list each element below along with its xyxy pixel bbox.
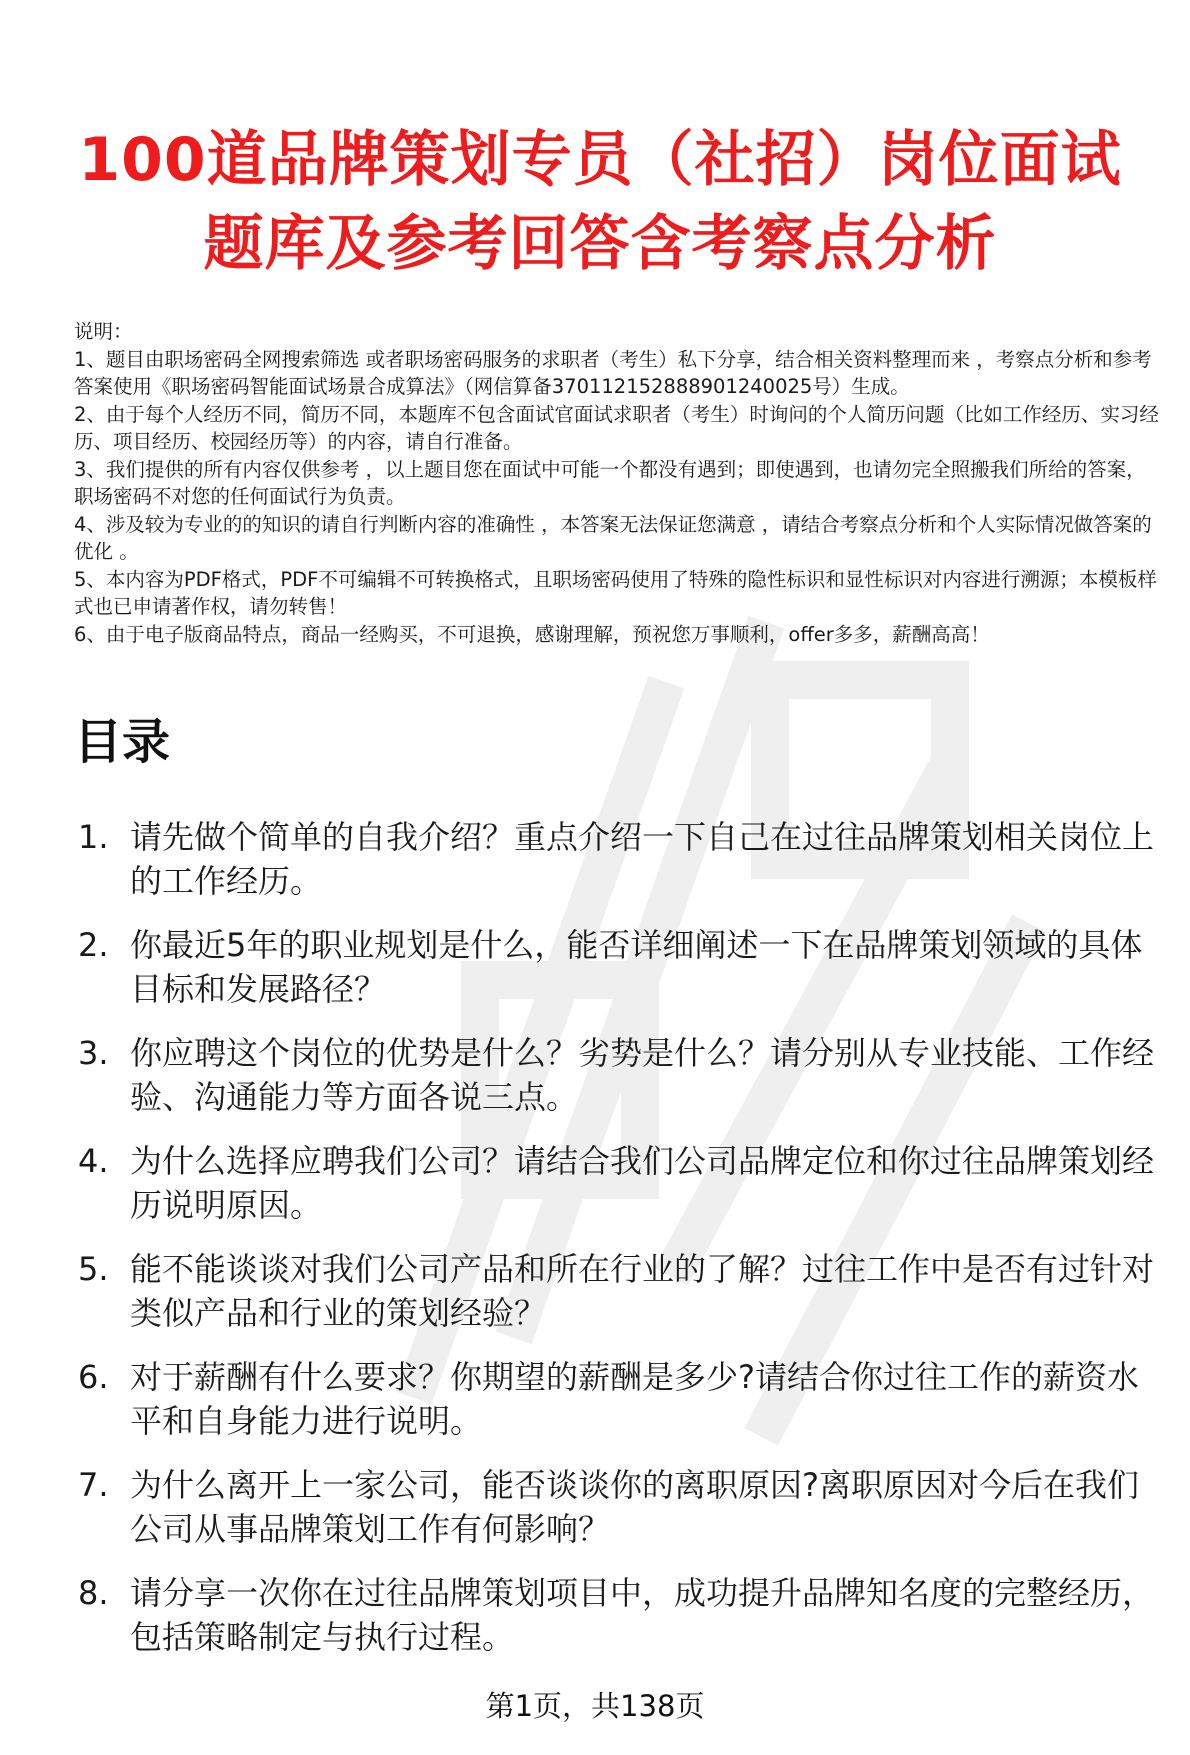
toc-item[interactable] [78, 815, 1168, 903]
toc-item-number: 2. [78, 926, 109, 964]
toc-item-text: 请先做个简单的自我介绍？重点介绍一下自己在过往品牌策划相关岗位上的工作经历。 [130, 818, 1155, 900]
notes-heading: 说明： [74, 320, 133, 343]
toc-item-number: 1. [78, 818, 109, 856]
document-title: 100道品牌策划专员（社招）岗位面试题库及参考回答含考察点分析 [78, 125, 1122, 279]
note-item: 6、由于电子版商品特点，商品一经购买，不可退换，感谢理解，预祝您万事顺利，offer多多，薪酬高高！ [74, 622, 990, 646]
toc-item-number: 6. [78, 1358, 109, 1396]
toc-item-text: 为什么离开上一家公司，能否谈谈你的离职原因?离职原因对今后在我们公司从事品牌策划工作有何影响？ [130, 1466, 1139, 1548]
toc-item[interactable] [78, 1031, 1168, 1119]
note-item: 2、由于每个人经历不同，简历不同，本题库不包含面试官面试求职者（考生）时询问的个人简历问题（比如工作经历、实习经历、项目经历、校园经历等）的内容，请自行准备。 [74, 402, 1159, 453]
toc-item-number: 5. [78, 1250, 109, 1288]
toc-item-text: 请分享一次你在过往品牌策划项目中，成功提升品牌知名度的完整经历，包括策略制定与执行过程。 [130, 1574, 1155, 1656]
note-item: 1、题目由职场密码全网搜索筛选 或者职场密码服务的求职者（考生）私下分享，结合相关资料整理而来 ，考察点分析和参考答案使用《职场密码智能面试场景合成算法》（网信算备370112152888901240025号）生成。 [74, 347, 1152, 398]
disclaimer-notes [74, 318, 1164, 648]
toc-item-text: 对于薪酬有什么要求？你期望的薪酬是多少?请结合你过往工作的薪资水平和自身能力进行说明。 [130, 1358, 1139, 1440]
note-item: 3、我们提供的所有内容仅供参考 ，以上题目您在面试中可能一个都没有遇到；即使遇到，也请勿完全照搬我们所给的答案，职场密码不对您的任何面试行为负责。 [74, 457, 1146, 508]
toc-item-number: 4. [78, 1142, 109, 1180]
note-item: 5、本内容为PDF格式，PDF不可编辑不可转换格式，且职场密码使用了特殊的隐性标识和显性标识对内容进行溯源；本模板样式也已申请著作权，请勿转售！ [74, 567, 1157, 618]
toc-item[interactable] [78, 923, 1168, 1011]
toc-item-number: 3. [78, 1034, 109, 1072]
toc-item-text: 为什么选择应聘我们公司？请结合我们公司品牌定位和你过往品牌策划经历说明原因。 [130, 1142, 1155, 1224]
toc-item-number: 8. [78, 1574, 109, 1612]
toc-item[interactable] [78, 1463, 1168, 1551]
toc-item[interactable] [78, 1139, 1168, 1227]
toc-item-text: 能不能谈谈对我们公司产品和所在行业的了解？过往工作中是否有过针对类似产品和行业的策划经验？ [130, 1250, 1155, 1332]
toc-item-number: 7. [78, 1466, 109, 1504]
note-item: 4、涉及较为专业的的知识的请自行判断内容的准确性 ，本答案无法保证您满意 ，请结合考察点分析和个人实际情况做答案的优化 。 [74, 512, 1152, 563]
toc-item[interactable] [78, 1247, 1168, 1335]
page-number: 第1页，共138页 [485, 1689, 705, 1723]
toc-heading: 目录 [74, 714, 171, 770]
toc-item-text: 你最近5年的职业规划是什么，能否详细阐述一下在品牌策划领域的具体目标和发展路径？ [130, 926, 1143, 1008]
toc-item[interactable] [78, 1571, 1168, 1659]
table-of-contents [78, 815, 1168, 1679]
toc-item-text: 你应聘这个岗位的优势是什么？劣势是什么？请分别从专业技能、工作经验、沟通能力等方面各说三点。 [130, 1034, 1155, 1116]
toc-item[interactable] [78, 1355, 1168, 1443]
